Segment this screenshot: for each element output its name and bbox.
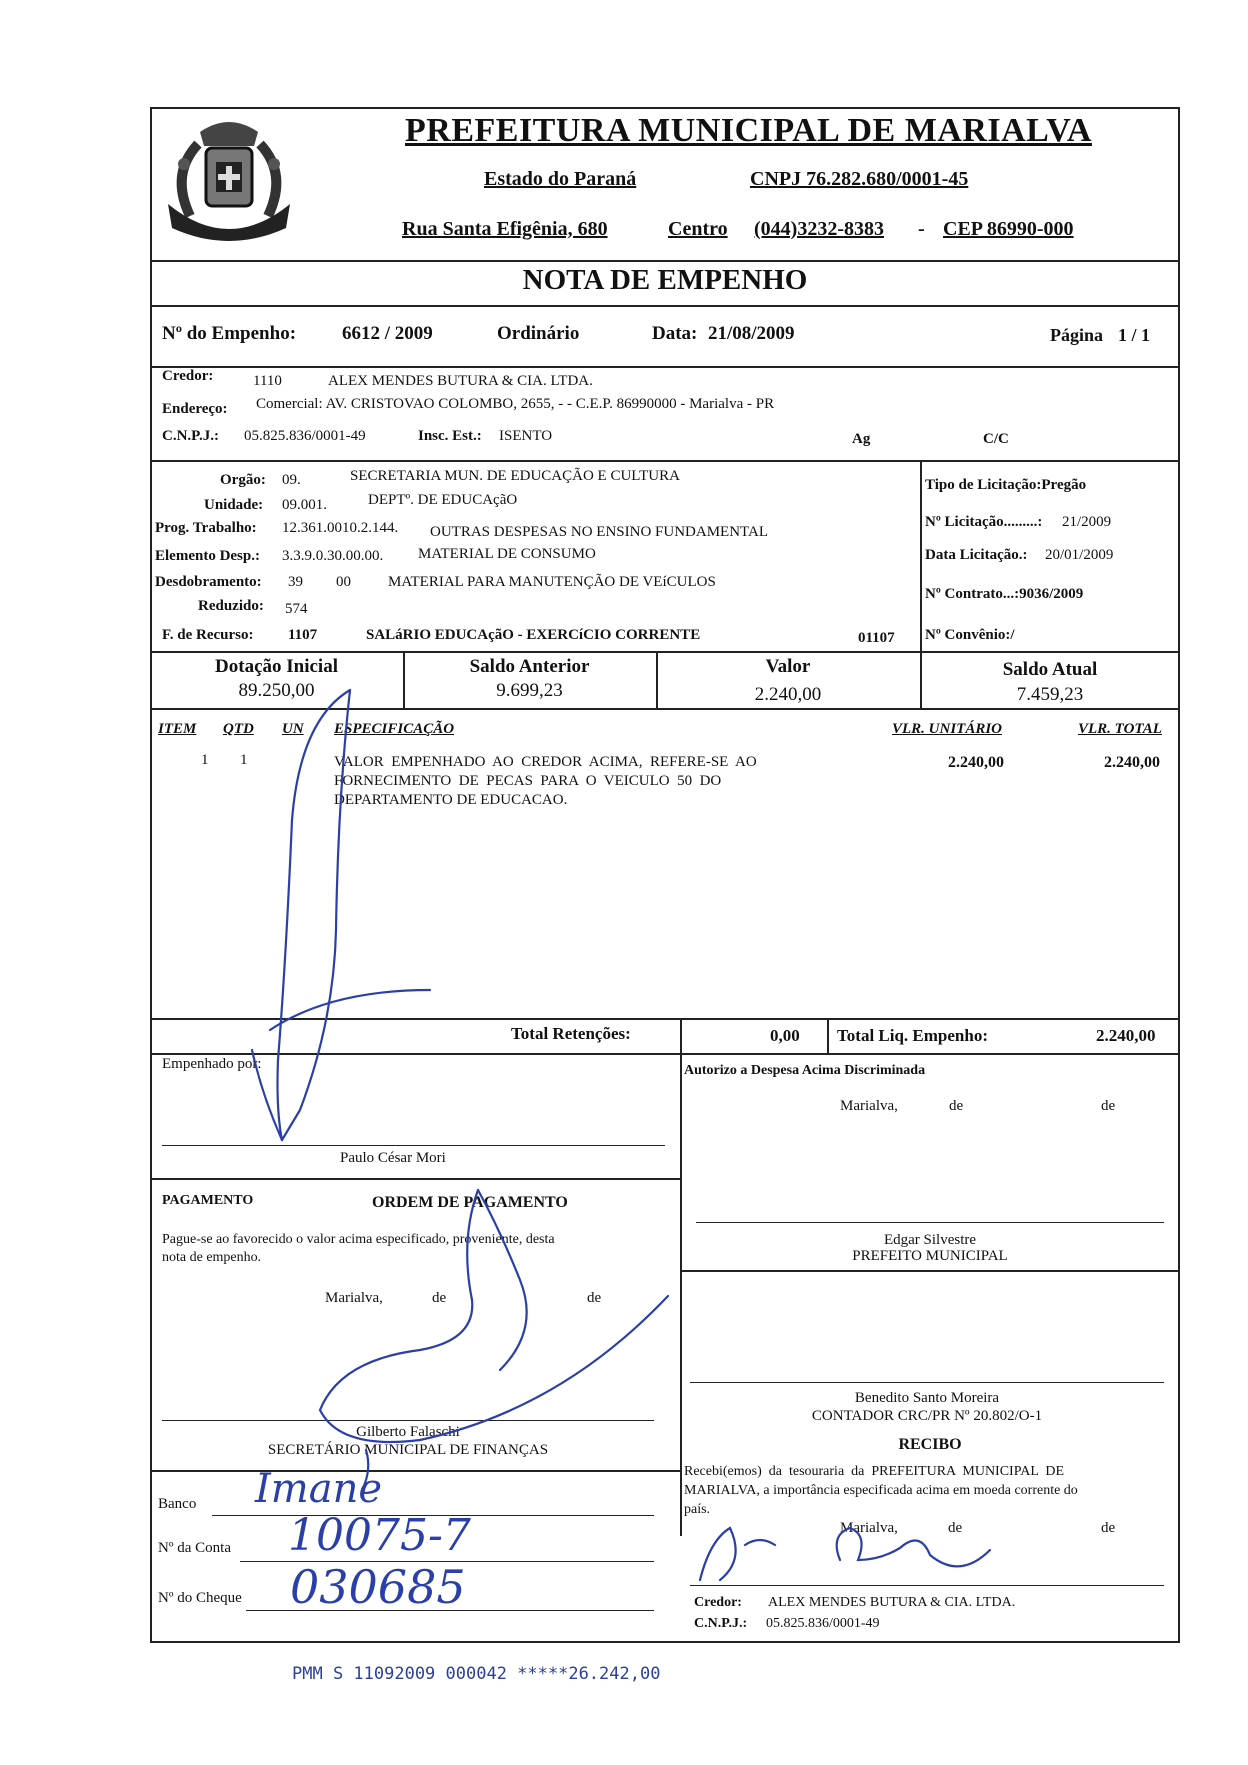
recibo-credor: ALEX MENDES BUTURA & CIA. LTDA. [768, 1595, 1016, 1610]
unidade-name: DEPTº. DE EDUCAçãO [368, 492, 518, 508]
saldo-anterior-value: 9.699,23 [496, 680, 563, 701]
desdobramento-label: Desdobramento: [155, 574, 262, 590]
recurso-name: SALáRIO EDUCAçãO - EXERCíCIO CORRENTE [366, 627, 701, 643]
empenho-type: Ordinário [497, 323, 580, 344]
endereco-label: Endereço: [162, 401, 228, 417]
autorizo-cidade: Marialva, [840, 1098, 898, 1114]
retencoes-value: 0,00 [770, 1026, 800, 1045]
elemento-code: 3.3.9.0.30.00.00. [282, 548, 384, 564]
recibo-texto-2: MARIALVA, a importância especificada acima em moeda corrente do [684, 1483, 1078, 1498]
empenho-number-label: Nº do Empenho: [162, 323, 297, 344]
licitacao-tipo: Tipo de Licitação:Pregão [925, 477, 1087, 493]
row-spec-line-3: DEPARTAMENTO DE EDUCACAO. [334, 792, 568, 808]
secretario-nome: Gilberto Falaschi [356, 1424, 460, 1440]
orgao-label: Orgão: [220, 472, 266, 488]
recibo-cnpj-label: C.N.P.J.: [694, 1616, 748, 1631]
saldo-anterior-label: Saldo Anterior [469, 656, 590, 677]
reduzido-value: 574 [285, 601, 308, 617]
row-spec-line-2: FORNECIMENTO DE PECAS PARA O VEICULO 50 DO [334, 773, 722, 789]
liquido-label: Total Liq. Empenho: [837, 1026, 988, 1045]
org-title: PREFEITURA MUNICIPAL DE MARIALVA [405, 112, 1092, 149]
prog-label: Prog. Trabalho: [155, 520, 257, 536]
secretario-cargo: SECRETÁRIO MUNICIPAL DE FINANÇAS [267, 1442, 549, 1458]
row-spec-line-1: VALOR EMPENHADO AO CREDOR ACIMA, REFERE-SE AO [334, 754, 757, 770]
recurso-code2: 01107 [858, 630, 895, 646]
contrato-number: Nº Contrato...:9036/2009 [925, 586, 1084, 602]
conta-value: 10075-7 [288, 1510, 471, 1561]
reduzido-label: Reduzido: [198, 598, 264, 614]
unidade-label: Unidade: [204, 497, 264, 513]
col-un: UN [282, 721, 304, 737]
org-phone: (044)3232-8383 [754, 218, 884, 240]
valor-label: Valor [765, 656, 811, 677]
dotacao-inicial-label: Dotação Inicial [215, 656, 338, 677]
orgao-name: SECRETARIA MUN. DE EDUCAÇÃO E CULTURA [350, 468, 680, 484]
page-label: Página [1050, 325, 1104, 345]
convenio-number: Nº Convênio:/ [925, 627, 1015, 643]
pagamento-de2: de [587, 1290, 602, 1306]
cheque-label: Nº do Cheque [158, 1590, 242, 1606]
cc-label: C/C [983, 431, 1009, 447]
pagamento-texto-2: nota de empenho. [162, 1250, 262, 1265]
saldo-atual-value: 7.459,23 [1016, 684, 1084, 705]
recibo-cidade: Marialva, [840, 1520, 898, 1536]
conta-label: Nº da Conta [158, 1540, 231, 1556]
bank-stamp: PMM S 11092009 000042 *****26.242,00 [292, 1664, 661, 1684]
autorizo-label: Autorizo a Despesa Acima Discriminada [684, 1063, 926, 1078]
prog-code: 12.361.0010.2.144. [282, 520, 399, 536]
dotacao-inicial-value: 89.250,00 [238, 680, 315, 701]
licitacao-numero-label: Nº Licitação.........: [925, 514, 1043, 530]
banco-value: Imane [255, 1466, 383, 1512]
contador-cargo: CONTADOR CRC/PR Nº 20.802/O-1 [811, 1408, 1043, 1424]
org-state: Estado do Paraná [484, 168, 637, 190]
credor-name: ALEX MENDES BUTURA & CIA. LTDA. [328, 373, 593, 389]
elemento-label: Elemento Desp.: [155, 548, 260, 564]
pagamento-label: PAGAMENTO [162, 1193, 254, 1208]
cheque-value: 030685 [290, 1560, 466, 1614]
row-total: 2.240,00 [1104, 754, 1160, 771]
org-address: Rua Santa Efigênia, 680 [402, 218, 608, 240]
recibo-cnpj: 05.825.836/0001-49 [766, 1616, 880, 1631]
recibo-label: RECIBO [898, 1436, 962, 1453]
recibo-texto-3: país. [684, 1502, 711, 1517]
empenho-number: 6612 / 2009 [342, 323, 433, 344]
col-especificacao: ESPECIFICAÇÃO [334, 721, 455, 737]
empenho-date: 21/08/2009 [708, 323, 795, 344]
valor-value: 2.240,00 [754, 684, 822, 705]
col-item: ITEM [158, 721, 197, 737]
col-vlr-unitario: VLR. UNITÁRIO [892, 721, 1003, 737]
unidade-code: 09.001. [282, 497, 327, 513]
orgao-code: 09. [282, 472, 301, 488]
licitacao-numero: 21/2009 [1062, 514, 1112, 530]
liquido-value: 2.240,00 [1096, 1026, 1156, 1045]
credor-cnpj-label: C.N.P.J.: [162, 428, 219, 444]
credor-code: 1110 [253, 373, 282, 389]
row-unitario: 2.240,00 [948, 754, 1004, 771]
recibo-credor-label: Credor: [694, 1595, 742, 1610]
autorizo-de2: de [1101, 1098, 1116, 1114]
retencoes-label: Total Retenções: [511, 1024, 631, 1043]
credor-cnpj: 05.825.836/0001-49 [244, 428, 366, 444]
prog-name: OUTRAS DESPESAS NO ENSINO FUNDAMENTAL [430, 524, 768, 540]
recurso-label: F. de Recurso: [162, 627, 254, 643]
org-district: Centro [668, 218, 728, 240]
recibo-de1: de [948, 1520, 963, 1536]
row-qtd: 1 [240, 752, 248, 768]
org-cep: CEP 86990-000 [943, 218, 1074, 240]
org-sep: - [918, 218, 925, 240]
desdobramento-code1: 39 [288, 574, 303, 590]
desdobramento-name: MATERIAL PARA MANUTENÇÃO DE VEíCULOS [388, 574, 716, 590]
insc-label: Insc. Est.: [418, 428, 482, 444]
org-cnpj: CNPJ 76.282.680/0001-45 [750, 168, 969, 190]
ag-label: Ag [852, 431, 871, 447]
row-item: 1 [201, 752, 209, 768]
autorizo-de1: de [949, 1098, 964, 1114]
col-qtd: QTD [223, 721, 254, 737]
desdobramento-code2: 00 [336, 574, 351, 590]
pagamento-texto-1: Pague-se ao favorecido o valor acima especificado, proveniente, desta [162, 1232, 555, 1247]
saldo-atual-label: Saldo Atual [1002, 659, 1098, 680]
elemento-name: MATERIAL DE CONSUMO [418, 546, 596, 562]
empenhado-nome: Paulo César Mori [340, 1150, 446, 1166]
insc-value: ISENTO [499, 428, 553, 444]
endereco-value: Comercial: AV. CRISTOVAO COLOMBO, 2655, - - C.E.P. 86990000 - Marialva - PR [256, 396, 775, 412]
col-vlr-total: VLR. TOTAL [1078, 721, 1162, 737]
credor-label: Credor: [162, 368, 214, 384]
pagamento-cidade: Marialva, [325, 1290, 383, 1306]
doc-title: NOTA DE EMPENHO [522, 264, 808, 296]
prefeito-nome: Edgar Silvestre [883, 1232, 977, 1248]
empenhado-label: Empenhado por: [162, 1056, 262, 1072]
recibo-texto-1: Recebi(emos) da tesouraria da PREFEITURA MUNICIPAL DE [684, 1464, 1065, 1479]
page-number: 1 / 1 [1118, 325, 1151, 345]
licitacao-data: 20/01/2009 [1045, 547, 1114, 563]
contador-nome: Benedito Santo Moreira [854, 1390, 1000, 1406]
prefeito-cargo: PREFEITO MUNICIPAL [852, 1248, 1008, 1264]
licitacao-data-label: Data Licitação.: [925, 547, 1028, 563]
recurso-code: 1107 [288, 627, 318, 643]
ordem-pagamento-label: ORDEM DE PAGAMENTO [372, 1194, 568, 1211]
empenho-date-label: Data: [652, 323, 698, 344]
banco-label: Banco [158, 1496, 197, 1512]
recibo-de2: de [1101, 1520, 1116, 1536]
pagamento-de1: de [432, 1290, 447, 1306]
